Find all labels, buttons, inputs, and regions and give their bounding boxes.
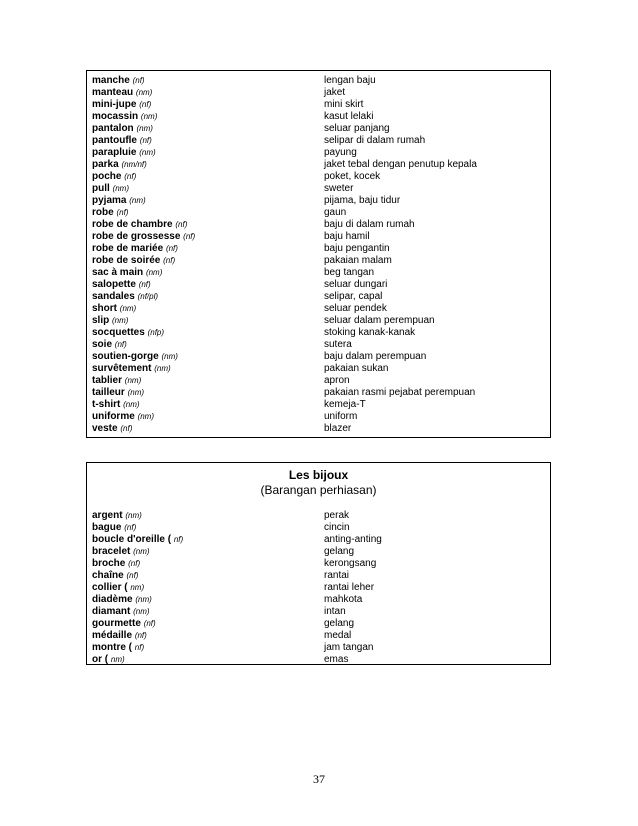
gender-tag: (nm) — [137, 412, 155, 421]
gender-tag: (nm) — [139, 148, 156, 157]
vocab-row — [87, 219, 550, 231]
french-word: pyjama — [92, 195, 127, 206]
french-term — [87, 291, 324, 303]
jewelry-subtitle: (Barangan perhiasan) — [260, 483, 377, 497]
gender-tag: (nf) — [165, 244, 178, 253]
french-word: slip — [92, 315, 110, 326]
french-word: diadème — [92, 594, 133, 605]
french-word: poche — [92, 171, 122, 182]
french-word: parka — [92, 159, 119, 170]
french-term — [87, 231, 324, 243]
french-term — [87, 510, 324, 522]
french-term — [87, 399, 324, 411]
vocab-row — [87, 510, 550, 522]
malay-translation: pakaian sukan — [324, 363, 389, 374]
gender-tag: (nf) — [116, 208, 129, 217]
gender-tag: (nf) — [138, 280, 151, 289]
vocab-row — [87, 195, 550, 207]
malay-translation: blazer — [324, 423, 352, 434]
malay-translation: emas — [324, 654, 349, 665]
vocab-row — [87, 594, 550, 606]
vocab-row — [87, 147, 550, 159]
french-term — [87, 183, 324, 195]
malay-translation: seluar dalam perempuan — [324, 315, 435, 326]
gender-tag: (nm) — [140, 112, 158, 121]
french-term — [87, 207, 324, 219]
french-word: uniforme — [92, 411, 135, 422]
french-word: médaille — [92, 630, 133, 641]
malay-translation: stoking kanak-kanak — [324, 327, 416, 338]
french-word: robe de soirée — [92, 255, 161, 266]
french-term — [87, 642, 324, 654]
malay-translation: rantai — [324, 570, 350, 581]
french-word: pantoufle — [92, 135, 137, 146]
malay-translation: poket, kocek — [324, 171, 381, 182]
french-term — [87, 375, 324, 387]
gender-tag: (nm) — [123, 400, 140, 409]
french-term — [87, 654, 324, 666]
malay-translation: rantai leher — [324, 582, 375, 593]
french-term — [87, 75, 324, 87]
french-term — [87, 171, 324, 183]
french-word: pantalon — [92, 123, 134, 134]
malay-translation: jaket — [324, 87, 346, 98]
french-word: chaîne — [92, 570, 124, 581]
vocab-row — [87, 339, 550, 351]
french-term — [87, 99, 324, 111]
malay-translation: gaun — [324, 207, 347, 218]
malay-translation: gelang — [324, 546, 355, 557]
french-word: broche — [92, 558, 126, 569]
gender-tag: (nfp) — [147, 328, 165, 337]
vocab-row — [87, 375, 550, 387]
vocab-row — [87, 159, 550, 171]
vocab-row — [87, 99, 550, 111]
gender-tag: (nm/nf) — [121, 160, 147, 169]
jewelry-title: Les bijoux — [288, 468, 349, 482]
gender-tag: nf) — [173, 535, 184, 544]
vocab-row — [87, 171, 550, 183]
malay-translation: gelang — [324, 618, 355, 629]
french-term — [87, 111, 324, 123]
french-word: veste — [92, 423, 118, 434]
french-word: sandales — [92, 291, 135, 302]
vocab-row — [87, 327, 550, 339]
gender-tag: (nm) — [145, 268, 163, 277]
gender-tag: (nm) — [135, 88, 153, 97]
vocab-row — [87, 642, 550, 654]
french-term — [87, 606, 324, 618]
vocab-row — [87, 123, 550, 135]
french-word: diamant — [92, 606, 131, 617]
gender-tag: (nm) — [125, 511, 142, 520]
french-word: mocassin — [92, 111, 139, 122]
gender-tag: (nf) — [132, 76, 145, 85]
malay-translation: medal — [324, 630, 352, 641]
malay-translation: beg tangan — [324, 267, 375, 278]
malay-translation: mahkota — [324, 594, 363, 605]
gender-tag: (nm) — [112, 184, 130, 193]
malay-translation: jam tangan — [324, 642, 374, 653]
gender-tag: (nf) — [139, 100, 152, 109]
vocab-row — [87, 351, 550, 363]
malay-translation: sutera — [324, 339, 352, 350]
vocab-row — [87, 387, 550, 399]
french-word: gourmette — [92, 618, 141, 629]
gender-tag: (nm) — [119, 304, 137, 313]
malay-translation: selipar, capal — [324, 291, 383, 302]
gender-tag: nf) — [134, 643, 145, 652]
french-word: bague — [92, 522, 122, 533]
french-term — [87, 219, 324, 231]
gender-tag: (nf) — [183, 232, 196, 241]
french-word: pull — [92, 183, 110, 194]
malay-translation: baju dalam perempuan — [324, 351, 427, 362]
malay-translation: pakaian malam — [324, 255, 392, 266]
vocab-row — [87, 207, 550, 219]
french-term — [87, 159, 324, 171]
french-term — [87, 582, 324, 594]
malay-translation: pijama, baju tidur — [324, 195, 401, 206]
clothing-vocabulary-list — [87, 75, 550, 435]
gender-tag: (nm) — [124, 376, 142, 385]
malay-translation: baju pengantin — [324, 243, 390, 254]
french-term — [87, 267, 324, 279]
vocab-row — [87, 183, 550, 195]
french-term — [87, 123, 324, 135]
malay-translation: sweter — [324, 183, 354, 194]
french-word: robe — [92, 207, 114, 218]
french-term — [87, 411, 324, 423]
french-term — [87, 423, 324, 435]
malay-translation: apron — [324, 375, 350, 386]
jewelry-vocabulary-list — [87, 510, 550, 666]
vocab-row — [87, 255, 550, 267]
french-term — [87, 534, 324, 546]
vocab-row — [87, 546, 550, 558]
gender-tag: (nf) — [120, 424, 133, 433]
vocab-row — [87, 399, 550, 411]
clothing-vocabulary-table — [86, 70, 551, 438]
gender-tag: (nm) — [154, 364, 171, 373]
french-word: parapluie — [92, 147, 137, 158]
french-word: bracelet — [92, 546, 131, 557]
gender-tag: (nm) — [129, 196, 146, 205]
gender-tag: (nm) — [136, 124, 153, 133]
french-term — [87, 570, 324, 582]
vocab-row — [87, 135, 550, 147]
gender-tag: (nf) — [175, 220, 188, 229]
malay-translation: uniform — [324, 411, 358, 422]
french-term — [87, 630, 324, 642]
vocab-row — [87, 315, 550, 327]
jewelry-heading — [87, 463, 550, 498]
gender-tag: (nf) — [163, 256, 176, 265]
malay-translation: perak — [324, 510, 350, 521]
french-word: t-shirt — [92, 399, 121, 410]
page-number: 37 — [313, 772, 325, 786]
gender-tag: (nm) — [127, 388, 145, 397]
french-term — [87, 351, 324, 363]
french-word: collier ( — [92, 582, 128, 593]
vocab-row — [87, 582, 550, 594]
french-term — [87, 546, 324, 558]
malay-translation: payung — [324, 147, 357, 158]
vocab-row — [87, 243, 550, 255]
gender-tag: (nf) — [128, 559, 141, 568]
vocab-row — [87, 618, 550, 630]
vocab-row — [87, 423, 550, 435]
french-word: manche — [92, 75, 130, 86]
vocab-row — [87, 522, 550, 534]
french-word: manteau — [92, 87, 134, 98]
gender-tag: (nf) — [134, 631, 147, 640]
gender-tag: (nf/pl) — [137, 292, 159, 301]
vocab-row — [87, 606, 550, 618]
french-word: mini-jupe — [92, 99, 137, 110]
malay-translation: baju hamil — [324, 231, 370, 242]
malay-translation: intan — [324, 606, 346, 617]
gender-tag: nm) — [110, 655, 125, 664]
vocab-row — [87, 267, 550, 279]
gender-tag: (nm) — [161, 352, 178, 361]
vocab-row — [87, 558, 550, 570]
french-term — [87, 387, 324, 399]
malay-translation: jaket tebal dengan penutup kepala — [324, 159, 477, 170]
malay-translation: seluar pendek — [324, 303, 387, 314]
french-term — [87, 135, 324, 147]
gender-tag: (nm) — [135, 595, 152, 604]
malay-translation: seluar dungari — [324, 279, 388, 290]
french-term — [87, 255, 324, 267]
french-term — [87, 195, 324, 207]
french-word: soie — [92, 339, 113, 350]
gender-tag: (nf) — [139, 136, 152, 145]
malay-translation: kemeja-T — [324, 399, 366, 410]
french-term — [87, 594, 324, 606]
french-word: boucle d'oreille ( — [92, 534, 172, 545]
french-term — [87, 279, 324, 291]
malay-translation: kasut lelaki — [324, 111, 374, 122]
malay-translation: seluar panjang — [324, 123, 390, 134]
french-word: tablier — [92, 375, 123, 386]
french-term — [87, 315, 324, 327]
french-term — [87, 303, 324, 315]
malay-translation: kerongsang — [324, 558, 377, 569]
french-term — [87, 522, 324, 534]
french-term — [87, 339, 324, 351]
gender-tag: (nf) — [114, 340, 127, 349]
french-word: robe de chambre — [92, 219, 173, 230]
vocab-row — [87, 231, 550, 243]
vocab-row — [87, 279, 550, 291]
vocab-row — [87, 630, 550, 642]
vocab-row — [87, 654, 550, 666]
french-word: soutien-gorge — [92, 351, 159, 362]
french-word: argent — [92, 510, 123, 521]
french-term — [87, 558, 324, 570]
malay-translation: cincin — [324, 522, 350, 533]
gender-tag: (nm) — [112, 316, 129, 325]
vocab-row — [87, 363, 550, 375]
vocab-row — [87, 111, 550, 123]
vocab-row — [87, 291, 550, 303]
gender-tag: (nm) — [133, 547, 150, 556]
french-word: montre ( — [92, 642, 132, 653]
gender-tag: (nf) — [143, 619, 156, 628]
french-word: sac à main — [92, 267, 144, 278]
gender-tag: (nf) — [126, 571, 139, 580]
french-term — [87, 87, 324, 99]
french-word: socquettes — [92, 327, 145, 338]
vocab-row — [87, 303, 550, 315]
malay-translation: baju di dalam rumah — [324, 219, 415, 230]
malay-translation: mini skirt — [324, 99, 364, 110]
vocab-row — [87, 570, 550, 582]
malay-translation: selipar di dalam rumah — [324, 135, 426, 146]
french-word: salopette — [92, 279, 136, 290]
french-word: or ( — [92, 654, 109, 665]
malay-translation: pakaian rasmi pejabat perempuan — [324, 387, 476, 398]
french-term — [87, 243, 324, 255]
french-term — [87, 363, 324, 375]
vocab-row — [87, 87, 550, 99]
french-word: survêtement — [92, 363, 152, 374]
vocab-row — [87, 534, 550, 546]
french-word: robe de grossesse — [92, 231, 181, 242]
malay-translation: lengan baju — [324, 75, 376, 86]
vocab-row — [87, 75, 550, 87]
malay-translation: anting-anting — [324, 534, 382, 545]
french-word: robe de mariée — [92, 243, 164, 254]
french-term — [87, 618, 324, 630]
french-word: tailleur — [92, 387, 125, 398]
gender-tag: (nm) — [133, 607, 150, 616]
gender-tag: (nf) — [124, 172, 137, 181]
french-term — [87, 147, 324, 159]
french-word: short — [92, 303, 117, 314]
jewelry-vocabulary-table — [86, 462, 551, 665]
french-term — [87, 327, 324, 339]
gender-tag: (nf) — [124, 523, 137, 532]
gender-tag: nm) — [130, 583, 145, 592]
vocab-row — [87, 411, 550, 423]
